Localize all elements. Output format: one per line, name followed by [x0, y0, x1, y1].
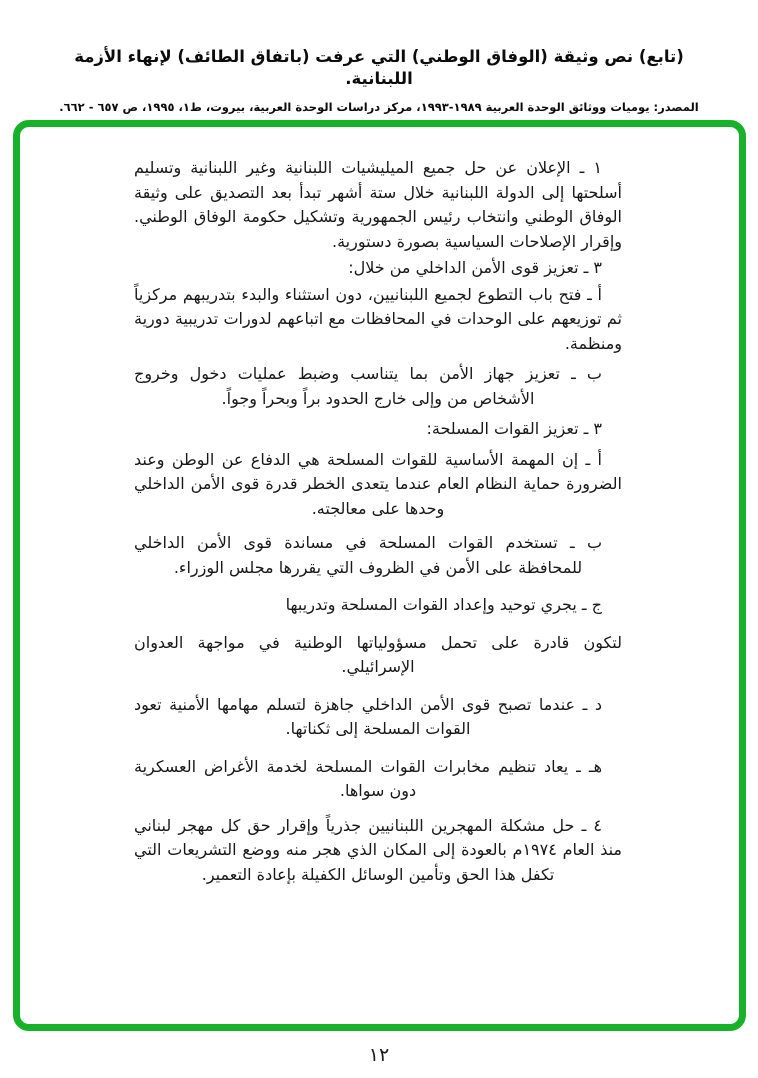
paragraph-4-displaced: ٤ ـ حل مشكلة المهجرين اللبنانيين جذرياً وإقرار حق كل مهجر لبناني منذ العام ١٩٧٤م بالعودة إلى المكان الذي هجر منه ووضع التشريعات التي تكفل هذا الحق وتأمين الوسائل الكفيلة بإعادة التعمير.	[134, 815, 622, 884]
document-header	[0, 46, 758, 114]
document-title: (تابع) نص وثيقة (الوفاق الوطني) التي عرفت (باتفاق الطائف) لإنهاء الأزمة اللبنانية.	[74, 47, 684, 88]
paragraph-c-continuation: لتكون قادرة على تحمل مسؤولياتها الوطنية في مواجهة العدوان الإسرائيلي.	[134, 632, 622, 676]
page-number: ١٢	[368, 1044, 390, 1066]
paragraph-b-armed-forces-support: ب ـ تستخدم القوات المسلحة في مساندة قوى الأمن الداخلي للمحافظة على الأمن في الظروف التي يقررها مجلس الوزراء.	[134, 533, 602, 577]
paragraph-a-armed-forces-mission: أ ـ إن المهمة الأساسية للقوات المسلحة هي الدفاع عن الوطن وعند الضرورة حماية النظام العام عندما يتعدى الخطر قدرة قوى الأمن الداخلي وحدها على معالجته.	[134, 449, 622, 518]
paragraph-3-armed-forces-heading: ٣ ـ تعزيز القوات المسلحة:	[426, 419, 602, 438]
paragraph-3-internal-security-heading: ٣ ـ تعزيز قوى الأمن الداخلي من خلال:	[348, 258, 602, 277]
paragraph-a-volunteering: أ ـ فتح باب التطوع لجميع اللبنانيين، دون استثناء والبدء بتدريبهم مركزياً ثم توزيعهم على الوحدات في المحافظات مع اتباعهم لدورات تدريبية دورية ومنظمة.	[134, 284, 622, 353]
paragraph-b-security-apparatus: ب ـ تعزيز جهاز الأمن بما يتناسب وضبط عمليات دخول وخروج الأشخاص من وإلى خارج الحدود براً وبحراً وجواً.	[134, 364, 602, 408]
paragraph-c-unification: ج ـ يجري توحيد وإعداد القوات المسلحة وتدريبها	[285, 595, 602, 614]
source-citation: المصدر: يوميات ووثائق الوحدة العربية ١٩٨٩-١٩٩٣، مركز دراسات الوحدة العربية، بيروت، ط١، ١٩٩٥، ص ٦٥٧ - ٦٦٢.	[59, 100, 699, 114]
paragraph-h-intelligence: هـ ـ يعاد تنظيم مخابرات القوات المسلحة لخدمة الأغراض العسكرية دون سواها.	[134, 756, 602, 800]
document-body	[134, 156, 622, 887]
paragraph-d-barracks: د ـ عندما تصبح قوى الأمن الداخلي جاهزة لتسلم مهامها الأمنية تعود القوات المسلحة إلى ثكناتها.	[134, 694, 602, 738]
paragraph-1-militias: ١ ـ الإعلان عن حل جميع الميليشيات اللبنانية وغير اللبنانية وتسليم أسلحتها إلى الدولة اللبنانية خلال ستة أشهر تبدأ بعد التصديق على وثيقة الوفاق الوطني وانتخاب رئيس الجمهورية وتشكيل حكومة الوفاق الوطني. وإقرار الإصلاحات السياسية بصورة دستورية.	[134, 158, 622, 251]
